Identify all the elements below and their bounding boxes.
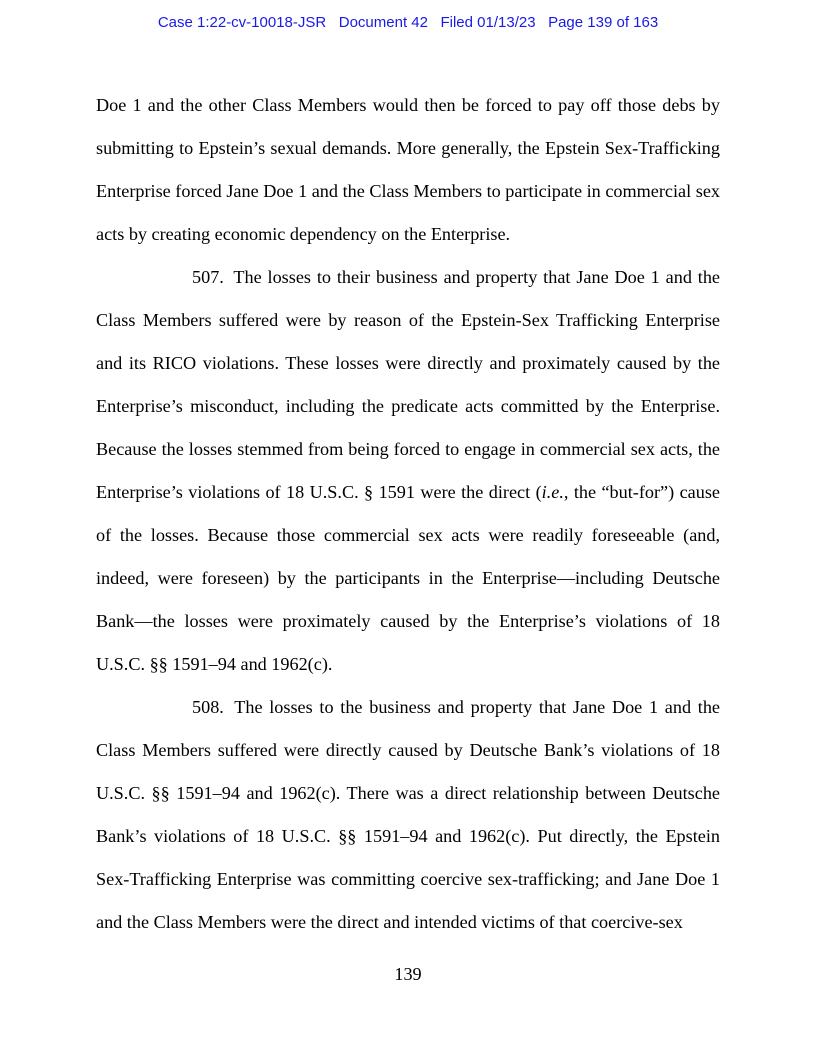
page-of-total: Page 139 of 163 [548,14,659,31]
paragraph-text: Doe 1 and the other Class Members would then be forced to pay off those debs by submitting to Epstein’s sexual demands. More generally, the Epstein Sex-Trafficking Enterprise forced Jane Doe 1 and the Class Members to participate in commercial sex acts by creating economic dependency on the Enterprise. [96,95,720,244]
filed-date: Filed 01/13/23 [440,14,536,31]
filing-header [0,14,816,31]
document-body [96,84,720,944]
paragraph-number: 508. [192,697,224,717]
paragraph-number: 507. [192,267,224,287]
paragraph-508 [96,686,720,944]
page-number: 139 [394,964,422,984]
case-number: Case 1:22-cv-10018-JSR [157,14,327,31]
document-number: Document 42 [338,14,428,31]
paragraph-text-part-a: The losses to their business and property that Jane Doe 1 and the Class Members suffered were by reason of the Epstein-Sex Trafficking Enterprise and its RICO violations. These losses were directly and proximately caused by the Enterprise’s misconduct, including the predicate acts committed by the Enterprise. Because the losses stemmed from being forced to engage in commercial sex acts, the Enterprise’s violations of 18 U.S.C. § 1591 were the direct ( [96,267,720,502]
paragraph-text: The losses to the business and property that Jane Doe 1 and the Class Members suffered were directly caused by Deutsche Bank’s violations of 18 U.S.C. §§ 1591–94 and 1962(c). There was a direct relationship between Deutsche Bank’s violations of 18 U.S.C. §§ 1591–94 and 1962(c). Put directly, the Epstein Sex-Trafficking Enterprise was committing coercive sex-trafficking; and Jane Doe 1 and the Class Members were the direct and intended victims of that coercive-sex [96,697,721,932]
paragraph-507 [96,256,720,686]
paragraph-continuation [96,84,720,256]
paragraph-italic-ie: i.e. [541,482,564,502]
paragraph-text-part-b: , the “but-for”) cause of the losses. Because those commercial sex acts were readily foreseeable (and, indeed, were foreseen) by the participants in the Enterprise—including Deutsche Bank—the losses were proximately caused by the Enterprise’s violations of 18 U.S.C. §§ 1591–94 and 1962(c). [96,482,720,674]
